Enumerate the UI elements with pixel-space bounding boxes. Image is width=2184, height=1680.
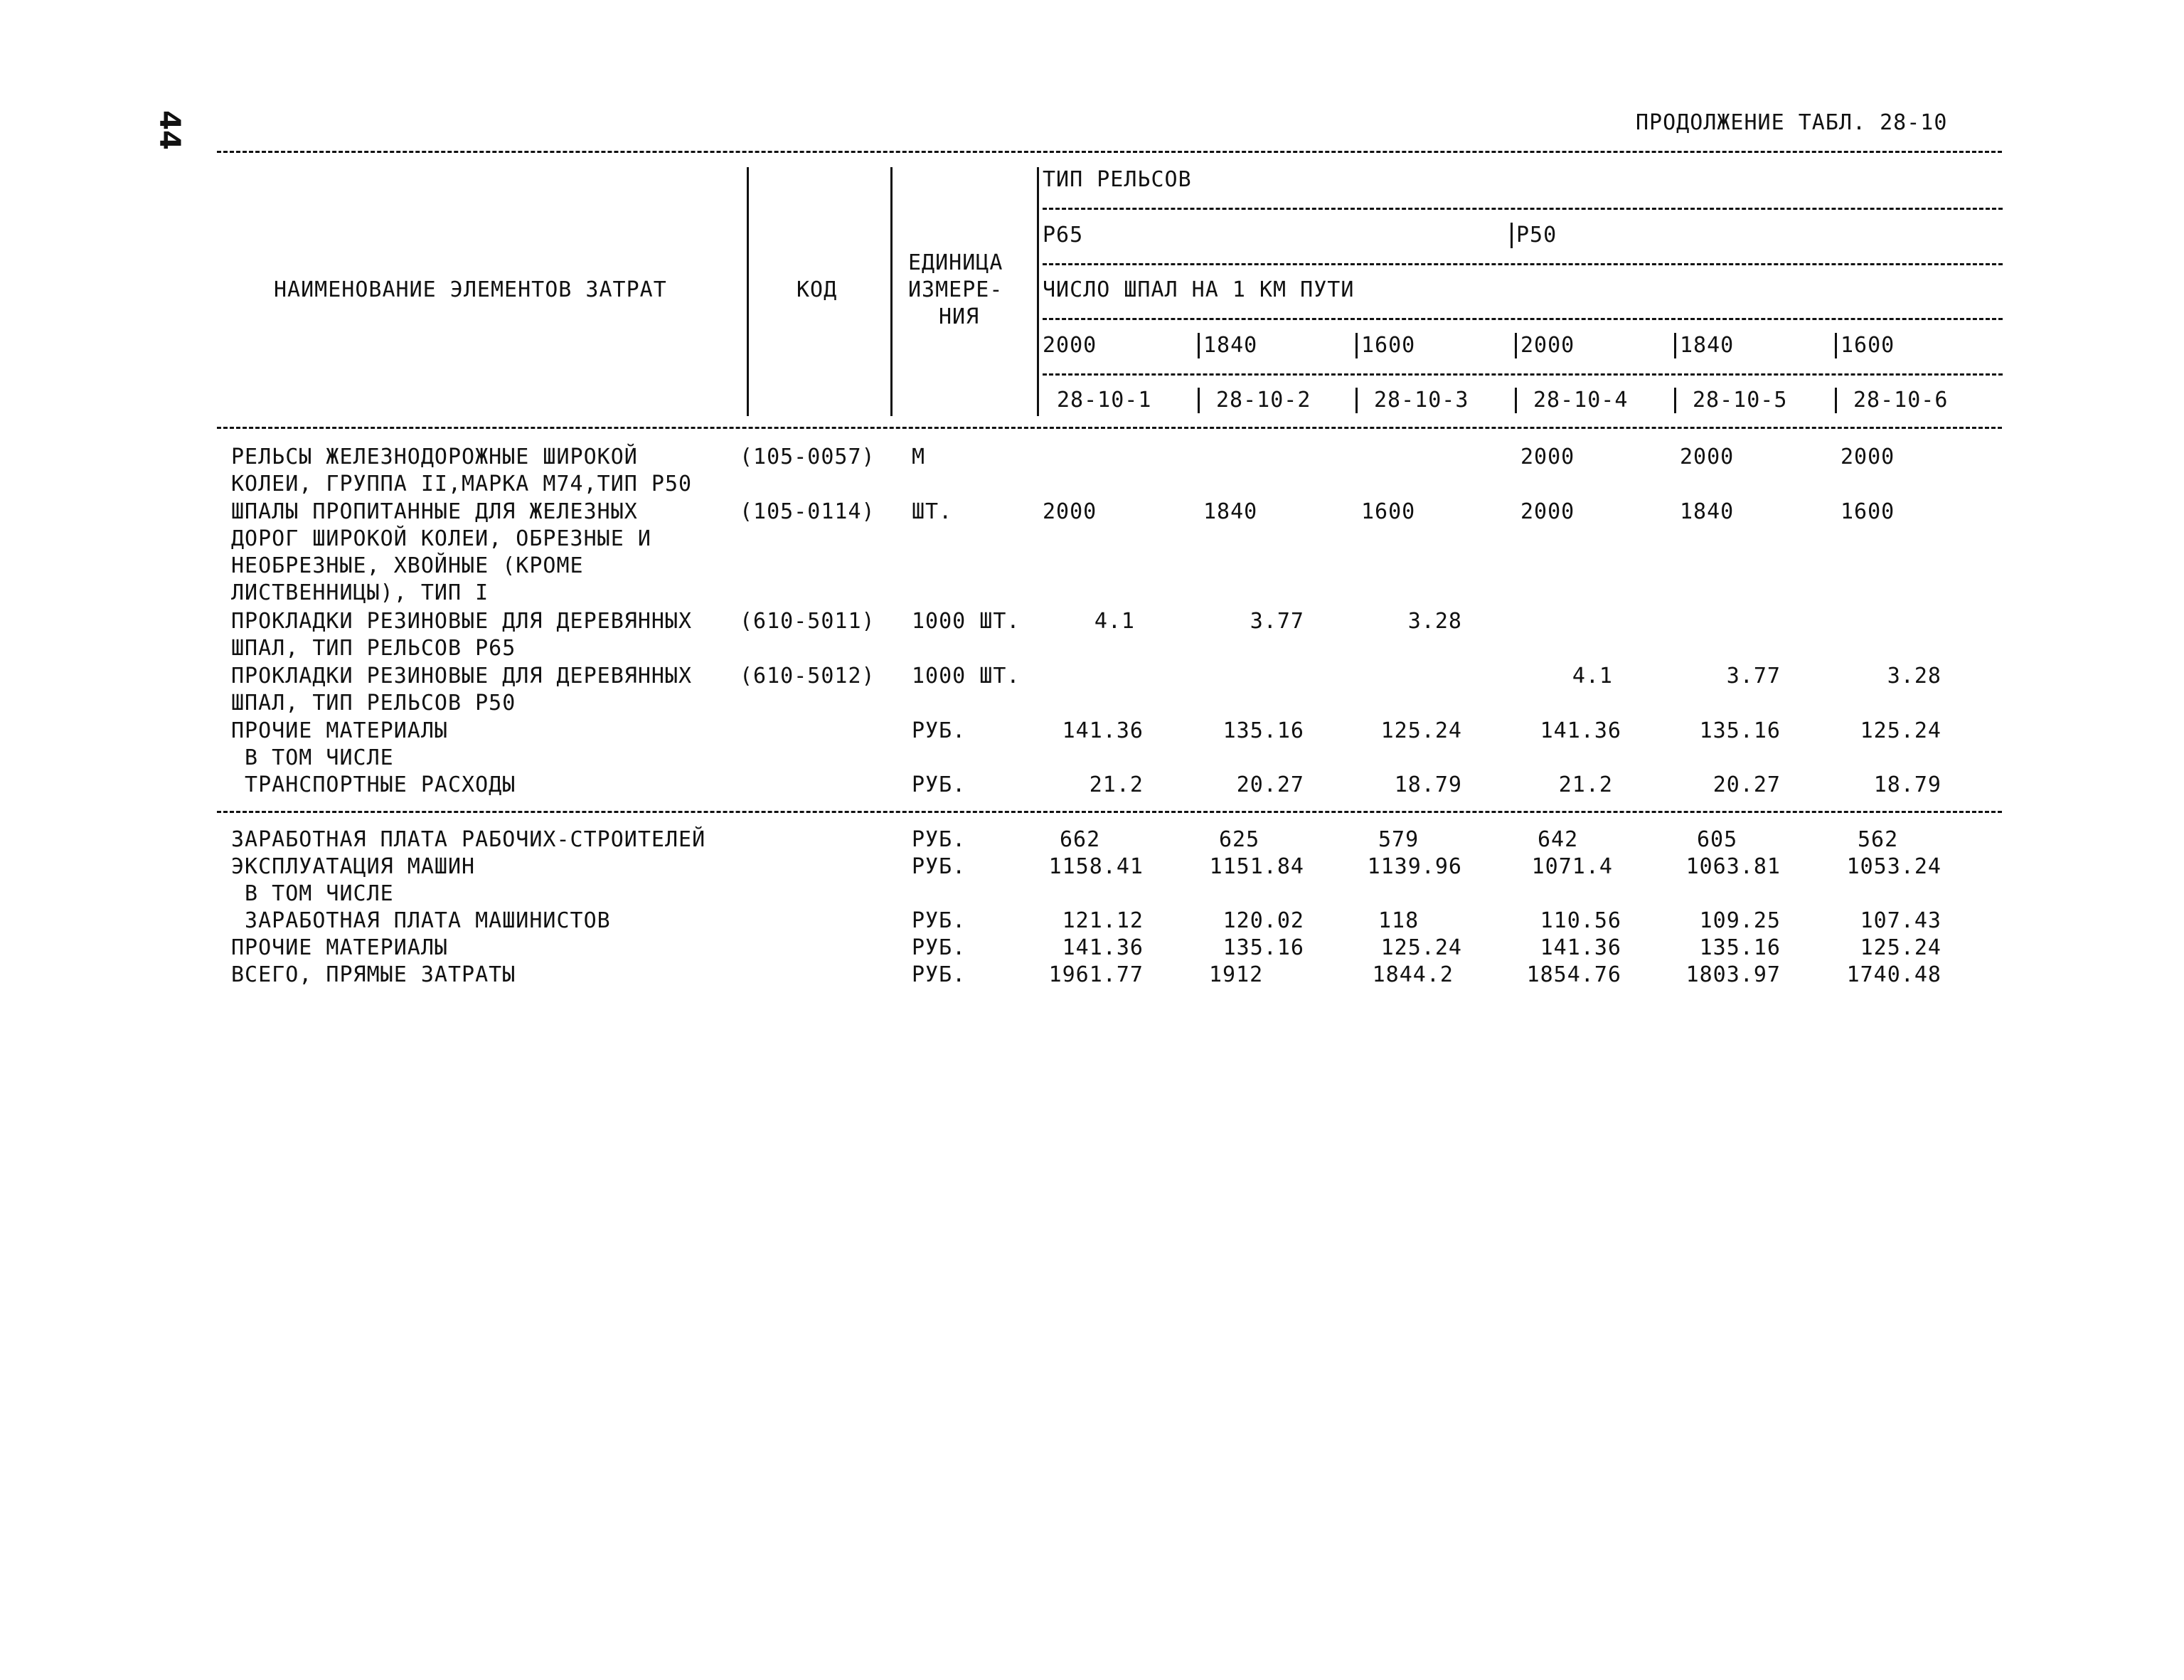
summary-value: 1151.84 [1209, 854, 1304, 879]
summary-value: 118 [1378, 908, 1419, 933]
row-name-line: ПРОКЛАДКИ РЕЗИНОВЫЕ ДЛЯ ДЕРЕВЯННЫХ [231, 609, 693, 634]
summary-value: 1912 [1209, 962, 1264, 987]
row-unit: РУБ. [912, 718, 966, 743]
top-rule [217, 151, 2002, 153]
row-value: 3.28 [1887, 664, 1941, 689]
row-value: 3.28 [1407, 609, 1462, 634]
summary-value: 125.24 [1860, 935, 1941, 960]
row-value: 2000 [1841, 445, 1895, 469]
summary-unit: РУБ. [912, 908, 966, 933]
summary-value: 605 [1697, 827, 1738, 852]
row-value: 20.27 [1712, 772, 1781, 797]
header-count-divider [1355, 333, 1358, 358]
row-value: 20.27 [1236, 772, 1304, 797]
summary-unit: РУБ. [912, 827, 966, 852]
row-code: (105-0057) [740, 445, 875, 469]
summary-value: 141.36 [1540, 935, 1621, 960]
summary-unit: РУБ. [912, 935, 966, 960]
row-value: 125.24 [1860, 718, 1941, 743]
row-code: (610-5011) [740, 609, 875, 634]
header-count-6: 1600 [1841, 333, 1895, 358]
header-name: НАИМЕНОВАНИЕ ЭЛЕМЕНТОВ ЗАТРАТ [274, 277, 667, 302]
header-column-4: 28-10-4 [1533, 388, 1629, 413]
header-unit-line3: НИЯ [939, 304, 980, 329]
header-count-2: 1840 [1203, 333, 1258, 358]
summary-value: 1053.24 [1846, 854, 1941, 879]
row-name-line: КОЛЕИ, ГРУППА II,МАРКА М74,ТИП Р50 [231, 472, 693, 496]
summary-value: 135.16 [1699, 935, 1781, 960]
header-rule-1 [1043, 208, 2003, 210]
header-count-5: 1840 [1680, 333, 1735, 358]
header-divider-unit [1037, 167, 1039, 416]
header-col-divider [1674, 388, 1676, 413]
header-count-divider [1674, 333, 1676, 358]
row-value: 1600 [1841, 499, 1895, 524]
summary-value: 120.02 [1222, 908, 1304, 933]
row-name-line: ПРОЧИЕ МАТЕРИАЛЫ [231, 718, 448, 743]
summary-value: 1063.81 [1685, 854, 1781, 879]
row-unit: 1000 ШТ. [912, 664, 1021, 689]
summary-value: 1139.96 [1367, 854, 1462, 879]
row-name-line: ШПАЛ, ТИП РЕЛЬСОВ Р65 [231, 636, 516, 661]
header-rail-type: ТИП РЕЛЬСОВ [1043, 167, 1192, 192]
row-value: 3.77 [1250, 609, 1304, 634]
header-unit-line2: ИЗМЕРЕ- [908, 277, 1003, 302]
row-value: 125.24 [1380, 718, 1462, 743]
summary-unit: РУБ. [912, 854, 966, 879]
header-rail-p50: Р50 [1516, 223, 1557, 248]
summary-name: ЗАРАБОТНАЯ ПЛАТА МАШИНИСТОВ [231, 908, 611, 933]
row-value: 4.1 [1094, 609, 1135, 634]
row-value: 135.16 [1222, 718, 1304, 743]
row-value: 2000 [1043, 499, 1097, 524]
row-value: 3.77 [1726, 664, 1781, 689]
row-value: 21.2 [1558, 772, 1613, 797]
header-col-divider [1515, 388, 1517, 413]
summary-value: 121.12 [1062, 908, 1144, 933]
row-value: 2000 [1520, 499, 1575, 524]
summary-value: 125.24 [1380, 935, 1462, 960]
row-name-line: РЕЛЬСЫ ЖЕЛЕЗНОДОРОЖНЫЕ ШИРОКОЙ [231, 445, 638, 469]
row-name-line: ШПАЛ, ТИП РЕЛЬСОВ Р50 [231, 691, 516, 716]
summary-name: В ТОМ ЧИСЛЕ [231, 881, 394, 906]
summary-name: ЭКСПЛУАТАЦИЯ МАШИН [231, 854, 476, 879]
row-name-line: ШПАЛЫ ПРОПИТАННЫЕ ДЛЯ ЖЕЛЕЗНЫХ [231, 499, 638, 524]
header-rail-p65: Р65 [1043, 223, 1084, 248]
header-rule-3 [1043, 318, 2003, 320]
summary-value: 1854.76 [1526, 962, 1621, 987]
header-column-2: 28-10-2 [1216, 388, 1311, 413]
header-divider-p50 [1511, 223, 1513, 248]
summary-value: 662 [1060, 827, 1101, 852]
header-column-6: 28-10-6 [1853, 388, 1949, 413]
summary-value: 109.25 [1699, 908, 1781, 933]
row-value: 1840 [1203, 499, 1258, 524]
header-count-divider [1515, 333, 1517, 358]
summary-value: 562 [1858, 827, 1899, 852]
summary-value: 1158.41 [1048, 854, 1144, 879]
row-value: 21.2 [1089, 772, 1144, 797]
summary-name: ЗАРАБОТНАЯ ПЛАТА РАБОЧИХ-СТРОИТЕЛЕЙ [231, 827, 706, 852]
row-value: 18.79 [1873, 772, 1941, 797]
summary-value: 107.43 [1860, 908, 1941, 933]
summary-value: 1740.48 [1846, 962, 1941, 987]
row-unit: М [912, 445, 926, 469]
row-unit: ШТ. [912, 499, 953, 524]
summary-value: 110.56 [1540, 908, 1621, 933]
section-rule [217, 811, 2002, 813]
row-value: 141.36 [1540, 718, 1621, 743]
header-col-divider [1037, 388, 1039, 413]
row-code: (105-0114) [740, 499, 875, 524]
header-rule-2 [1043, 263, 2003, 265]
row-value: 18.79 [1394, 772, 1462, 797]
header-count-3: 1600 [1361, 333, 1416, 358]
row-name-line: ТРАНСПОРТНЫЕ РАСХОДЫ [231, 772, 516, 797]
summary-value: 625 [1219, 827, 1260, 852]
summary-unit: РУБ. [912, 962, 966, 987]
summary-name: ПРОЧИЕ МАТЕРИАЛЫ [231, 935, 448, 960]
row-unit: 1000 ШТ. [912, 609, 1021, 634]
row-name-line: ПРОКЛАДКИ РЕЗИНОВЫЕ ДЛЯ ДЕРЕВЯННЫХ [231, 664, 693, 689]
page-number: 44 [152, 110, 186, 150]
header-bottom-rule [217, 427, 2002, 429]
header-column-3: 28-10-3 [1374, 388, 1469, 413]
header-column-5: 28-10-5 [1693, 388, 1788, 413]
row-value: 1600 [1361, 499, 1416, 524]
row-value: 135.16 [1699, 718, 1781, 743]
row-code: (610-5012) [740, 664, 875, 689]
summary-value: 135.16 [1222, 935, 1304, 960]
header-sleepers: ЧИСЛО ШПАЛ НА 1 КМ ПУТИ [1043, 277, 1355, 302]
header-code: КОД [797, 277, 838, 302]
row-name-line: ДОРОГ ШИРОКОЙ КОЛЕИ, ОБРЕЗНЫЕ И [231, 526, 651, 551]
header-col-divider [1198, 388, 1200, 413]
header-divider-name [747, 167, 749, 416]
header-count-4: 2000 [1520, 333, 1575, 358]
table-caption: ПРОДОЛЖЕНИЕ ТАБЛ. 28-10 [1636, 110, 1948, 135]
summary-value: 1844.2 [1372, 962, 1454, 987]
header-count-1: 2000 [1043, 333, 1097, 358]
summary-value: 1803.97 [1685, 962, 1781, 987]
row-value: 2000 [1680, 445, 1735, 469]
row-name-line: ЛИСТВЕННИЦЫ), ТИП I [231, 580, 489, 605]
header-unit-line1: ЕДИНИЦА [908, 250, 1003, 275]
header-count-divider [1198, 333, 1200, 358]
header-column-1: 28-10-1 [1057, 388, 1152, 413]
header-col-divider [1355, 388, 1358, 413]
header-count-divider [1835, 333, 1837, 358]
row-name-line: В ТОМ ЧИСЛЕ [231, 745, 394, 770]
row-unit: РУБ. [912, 772, 966, 797]
summary-value: 579 [1378, 827, 1419, 852]
row-value: 4.1 [1572, 664, 1613, 689]
summary-name: ВСЕГО, ПРЯМЫЕ ЗАТРАТЫ [231, 962, 516, 987]
row-value: 2000 [1520, 445, 1575, 469]
summary-value: 1961.77 [1048, 962, 1144, 987]
row-value: 141.36 [1062, 718, 1144, 743]
header-divider-code [890, 167, 893, 416]
row-value: 1840 [1680, 499, 1735, 524]
header-col-divider [1835, 388, 1837, 413]
row-name-line: НЕОБРЕЗНЫЕ, ХВОЙНЫЕ (КРОМЕ [231, 553, 584, 578]
summary-value: 642 [1538, 827, 1579, 852]
header-rule-4 [1043, 373, 2003, 376]
summary-value: 1071.4 [1531, 854, 1613, 879]
summary-value: 141.36 [1062, 935, 1144, 960]
